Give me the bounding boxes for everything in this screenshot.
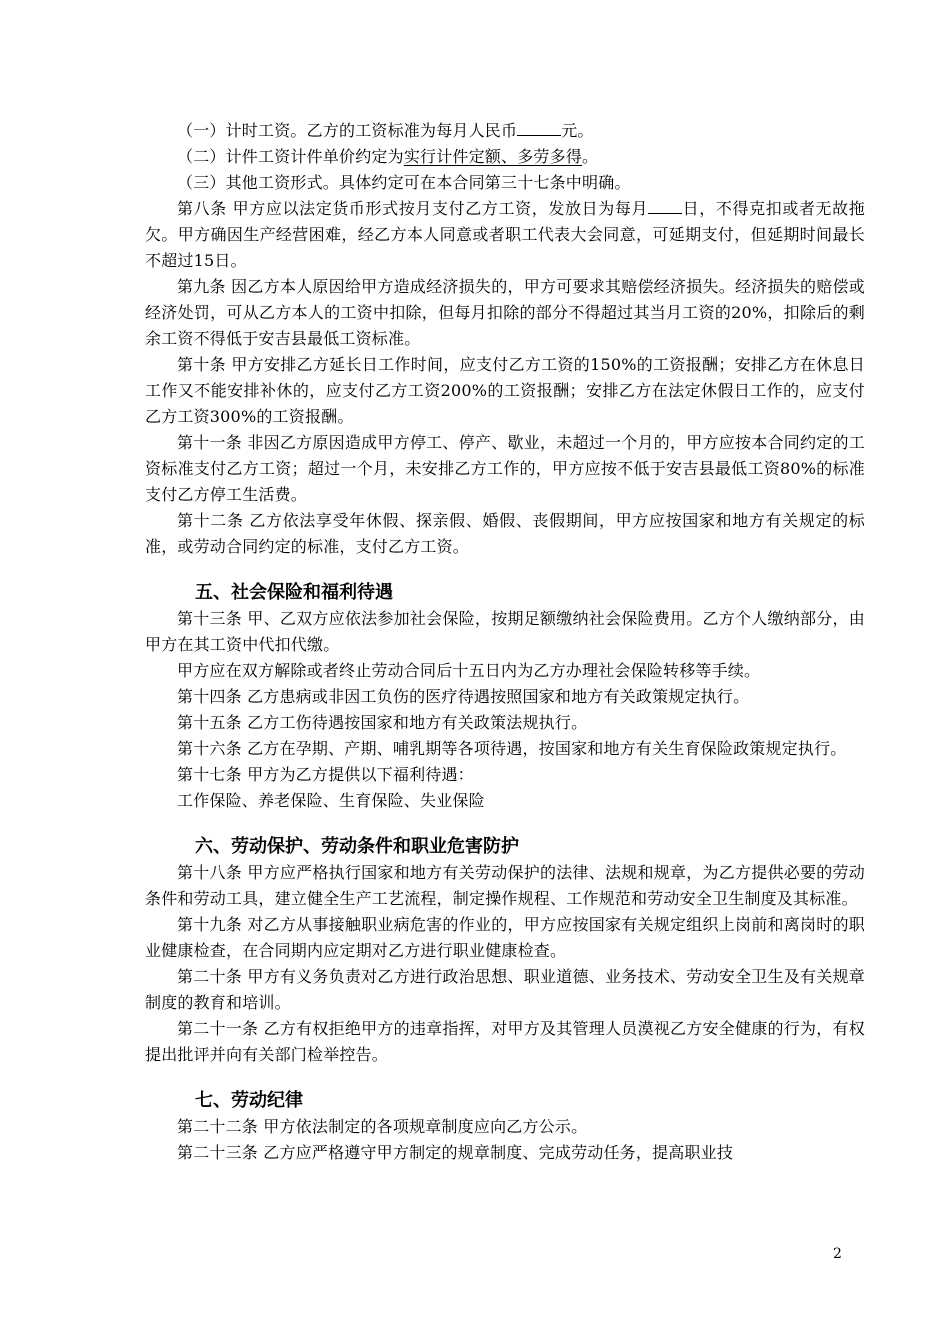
- section-heading-7: 七、劳动纪律: [195, 1090, 303, 1111]
- article-19: 第十九条 对乙方从事接触职业病危害的作业的，甲方应按国家有关规定组织上岗前和离岗时的职业健康检查，在合同期内应定期对乙方进行职业健康检查。: [145, 915, 865, 960]
- article-11: 第十一条 非因乙方原因造成甲方停工、停产、歇业，未超过一个月的，甲方应按本合同约定的工资标准支付乙方工资；超过一个月，未安排乙方工作的，甲方应按不低于安吉县最低工资80%的标准支付乙方停工生活费。: [145, 433, 865, 504]
- underlined-text: 实行计件定额、多劳多得: [403, 147, 583, 166]
- article-8: 第八条 甲方应以法定货币形式按月支付乙方工资，发放日为每月 日，不得克扣或者无故拖欠。甲方确因生产经营困难，经乙方本人同意或者职工代表大会同意，可延期支付，但延期时间最长不超过15日。: [145, 199, 866, 270]
- article-16: 第十六条 乙方在孕期、产期、哺乳期等各项待遇，按国家和地方有关生育保险政策规定执行。: [177, 739, 847, 758]
- page-number: 2: [833, 1246, 842, 1262]
- article-21: 第二十一条 乙方有权拒绝甲方的违章指挥，对甲方及其管理人员漠视乙方安全健康的行为，有权提出批评并向有关部门检举控告。: [145, 1019, 865, 1064]
- article-14: 第十四条 乙方患病或非因工负伤的医疗待遇按照国家和地方有关政策规定执行。: [177, 687, 750, 706]
- article-22: 第二十二条 甲方依法制定的各项规章制度应向乙方公示。: [177, 1117, 588, 1136]
- article-17: 第十七条 甲方为乙方提供以下福利待遇：: [177, 765, 474, 784]
- article-20: 第二十条 甲方有义务负责对乙方进行政治思想、职业道德、业务技术、劳动安全卫生及有关规章制度的教育和培训。: [145, 967, 865, 1012]
- blank-line: [648, 197, 682, 214]
- article-13: 第十三条 甲、乙双方应依法参加社会保险，按期足额缴纳社会保险费用。乙方个人缴纳部分，由甲方在其工资中代扣代缴。: [145, 609, 865, 654]
- section-heading-5: 五、社会保险和福利待遇: [195, 582, 393, 603]
- article-10: 第十条 甲方安排乙方延长日工作时间，应支付乙方工资的150%的工资报酬；安排乙方在休息日工作又不能安排补休的，应支付乙方工资200%的工资报酬；安排乙方在法定休假日工作的，应支付乙方工资300%的工资报酬。: [145, 355, 865, 426]
- paragraph-piece-wage: （二）计件工资计件单价约定为实行计件定额、多劳多得。: [177, 147, 599, 166]
- blank-line: [517, 119, 561, 136]
- article-18: 第十八条 甲方应严格执行国家和地方有关劳动保护的法律、法规和规章，为乙方提供必要的劳动条件和劳动工具，建立健全生产工艺流程，制定操作规程、工作规范和劳动安全卫生制度及其标准。: [145, 863, 865, 908]
- article-12: 第十二条 乙方依法享受年休假、探亲假、婚假、丧假期间，甲方应按国家和地方有关规定的标准，或劳动合同约定的标准，支付乙方工资。: [145, 511, 865, 556]
- paragraph-other-wage: （三）其他工资形式。具体约定可在本合同第三十七条中明确。: [177, 173, 631, 192]
- paragraph-insurance-transfer: 甲方应在双方解除或者终止劳动合同后十五日内为乙方办理社会保险转移等手续。: [177, 661, 761, 680]
- paragraph-hourly-wage: （一）计时工资。乙方的工资标准为每月人民币 元。: [177, 121, 594, 140]
- article-9: 第九条 因乙方本人原因给甲方造成经济损失的，甲方可要求其赔偿经济损失。经济损失的赔偿或经济处罚，可从乙方本人的工资中扣除，但每月扣除的部分不得超过其当月工资的20%，扣除后的剩余工资不得低于安吉县最低工资标准。: [145, 277, 865, 348]
- article-23: 第二十三条 乙方应严格遵守甲方制定的规章制度、完成劳动任务，提高职业技: [177, 1143, 734, 1162]
- article-15: 第十五条 乙方工伤待遇按国家和地方有关政策法规执行。: [177, 713, 588, 732]
- page-content: [145, 118, 865, 1166]
- benefits-list: 工作保险、养老保险、生育保险、失业保险: [177, 791, 485, 810]
- section-heading-6: 六、劳动保护、劳动条件和职业危害防护: [195, 836, 519, 857]
